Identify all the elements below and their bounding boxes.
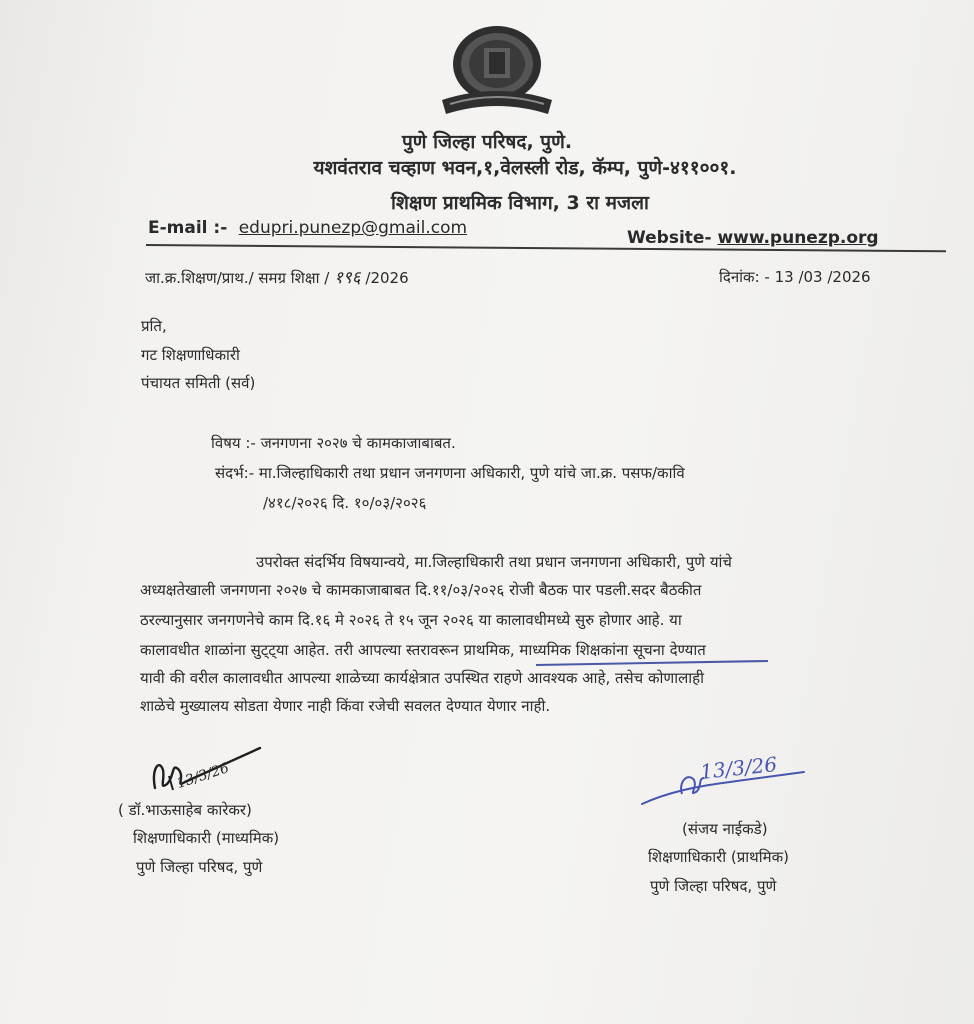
website-row (627, 228, 879, 248)
subject-line: विषय :- जनगणना २०२७ चे कामकाजाबाबत. (211, 434, 456, 452)
website-link[interactable]: www.punezp.org (717, 228, 879, 248)
reference-line-2: /४१८/२०२६ दि. १०/०३/२०२६ (263, 494, 427, 512)
department-name: शिक्षण प्राथमिक विभाग, 3 रा मजला (391, 192, 649, 214)
body-line-6: शाळेचे मुख्यालय सोडता येणार नाही किंवा रजेची सवलत देण्यात येणार नाही. (140, 697, 551, 715)
right-signatory-org: पुणे जिल्हा परिषद, पुणे (650, 877, 777, 895)
right-signatory-title: शिक्षणाधिकारी (प्राथमिक) (648, 848, 789, 866)
left-signatory-org: पुणे जिल्हा परिषद, पुणे (136, 858, 263, 876)
body-line-5: यावी की वरील कालावधीत आपल्या शाळेच्या कार्यक्षेत्रात उपस्थित राहणे आवश्यक आहे, तसेच कोणालाही (140, 669, 705, 687)
reference-number (145, 265, 409, 288)
recipient-line-3: पंचायत समिती (सर्व) (141, 374, 256, 392)
reference-line-1: संदर्भ:- मा.जिल्हाधिकारी तथा प्रधान जनगणना अधिकारी, पुणे यांचे जा.क्र. पसफ/कावि (215, 464, 685, 482)
org-address: यशवंतराव चव्हाण भवन,१,वेलस्ली रोड, कॅम्प, पुणे-४११००१. (313, 157, 737, 179)
letter-date: दिनांक: - 13 /03 /2026 (719, 268, 871, 286)
body-line-3: ठरल्यानुसार जनगणनेचे काम दि.१६ मे २०२६ ते १५ जून २०२६ या कालावधीमध्ये सुरु होणार आहे. या (140, 611, 682, 629)
recipient-line-1: प्रति, (141, 317, 167, 335)
reference-prefix: जा.क्र.शिक्षण/प्राथ./ समग्र शिक्षा / (145, 269, 330, 287)
left-signature-date: 13/3/26 (174, 760, 232, 792)
body-line-2: अध्यक्षतेखाली जनगणना २०२७ चे कामकाजाबाबत दि.११/०३/२०२६ रोजी बैठक पार पडली.सदर बैठकीत (140, 581, 702, 599)
reference-number-handwritten: १९६ (334, 268, 361, 288)
right-signatory-name: (संजय नाईकडे) (682, 820, 768, 838)
email-label: E-mail :- (148, 218, 228, 238)
left-signatory-title: शिक्षणाधिकारी (माध्यमिक) (133, 829, 280, 847)
body-line-1: उपरोक्त संदर्भिय विषयान्वये, मा.जिल्हाधिकारी तथा प्रधान जनगणना अधिकारी, पुणे यांचे (256, 553, 732, 571)
right-signature-date: 13/3/26 (698, 752, 779, 784)
email-row (148, 218, 467, 238)
reference-year: /2026 (365, 269, 409, 287)
email-link[interactable]: edupri.punezp@gmail.com (238, 218, 468, 238)
body-line-4-text: कालावधीत शाळांना सुट्ट्या आहेत. तरी आपल्या स्तरावरून प्राथमिक, माध्यमिक शिक्षकांना सूचना देण्यात (140, 641, 706, 659)
zilla-parishad-emblem-icon (436, 22, 558, 120)
recipient-line-2: गट शिक्षणाधिकारी (141, 346, 240, 364)
body-line-4 (140, 640, 706, 660)
left-signatory-name: ( डॉ.भाऊसाहेब कारेकर) (118, 801, 252, 819)
org-name: पुणे जिल्हा परिषद, पुणे. (401, 131, 573, 153)
website-label: Website- (627, 228, 712, 248)
